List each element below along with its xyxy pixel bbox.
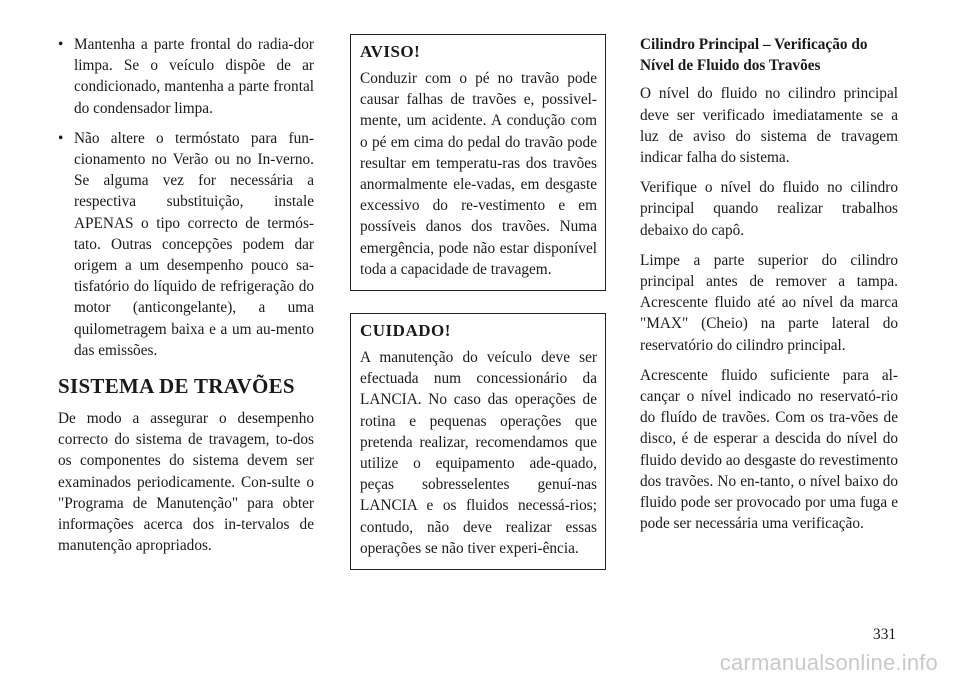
warning-text: Conduzir com o pé no travão pode causar falhas de travões e, possivel-mente, um acidente. A condução com o pé em cima do pedal do travão pode resultar em temperatu-ras dos travões anormalmente ele-vadas, em desgaste excessivo do re-vestimento e em possíveis danos dos travões. Numa emergência, pode não estar disponível toda a capacidade de travagem.	[360, 70, 597, 278]
caution-title: CUIDADO!	[360, 321, 451, 341]
bullet-text: Não altere o termóstato para fun-cionamento no Verão ou no In-verno. Se alguma vez for necessária a respectiva substituição, instale APENAS o tipo correcto de termós-tato. Outras concepções podem dar origem a um desempenho pouco sa-tisfatório do líquido de refrigeração do motor (anticongelante), a uma quilometragem baixa e a um au-mento das emissões.	[74, 129, 314, 359]
left-column	[58, 34, 314, 565]
caution-text: A manutenção do veículo deve ser efectuada num concessionário da LANCIA. No caso das operações de rotina e pequenas operações que pretenda realizar, recomendamos que utilize o equipamento ade-quado, peças sobresselentes genuí-nas LANCIA e os fluidos necessá-rios; contudo, não deve realizar essas operações se não tiver experi-ência.	[360, 349, 597, 557]
body-paragraph: Verifique o nível do fluido no cilindro principal quando realizar trabalhos debaixo do capô.	[640, 179, 898, 239]
body-paragraph: Acrescente fluido suficiente para al-cançar o nível indicado no reservató-rio do fluído de travões. Com os tra-vões de disco, é de esperar a descida do nível do fluido devido ao desgaste do revestimento dos travões. No en-tanto, o nível baixo do fluido pode ser provocado por uma fuga e pode ser necessária uma verificação.	[640, 366, 898, 533]
bullet-item	[58, 34, 314, 119]
bullet-text: Mantenha a parte frontal do radia-dor limpa. Se o veículo dispõe de ar condicionado, mantenha a parte frontal do condensador limpa.	[74, 36, 314, 117]
warning-title: AVISO!	[360, 42, 421, 61]
body-paragraph: De modo a assegurar o desempenho correcto do sistema de travagem, to-dos os componentes do sistema devem ser examinados periodicamente. Con-sulte o "Programa de Manutenção" para obter informações acerca dos in-tervalos de manutenção apropriados.	[58, 410, 314, 555]
body-paragraph: Limpe a parte superior do cilindro principal antes de remover a tampa. Acrescente fluido até ao nível da marca "MAX" (Cheio) na parte lateral do reservatório do cilindro principal.	[640, 251, 898, 354]
warning-box	[350, 34, 606, 291]
section-title: SISTEMA DE TRAVÕES	[58, 374, 295, 399]
right-column	[640, 34, 898, 543]
page-number: 331	[873, 626, 896, 643]
bullet-item	[58, 128, 314, 361]
subheading: Cilindro Principal – Verificação do Nível de Fluido dos Travões	[640, 36, 868, 75]
body-paragraph: O nível do fluido no cilindro principal deve ser verificado imediatamente se a luz de aviso do sistema de travagem indicar falha do sistema.	[640, 85, 898, 167]
caution-box	[350, 313, 606, 570]
watermark: carmanualsonline.info	[719, 650, 938, 675]
bullet-icon: •	[58, 36, 64, 53]
middle-column	[350, 34, 606, 592]
bullet-icon: •	[58, 129, 64, 147]
